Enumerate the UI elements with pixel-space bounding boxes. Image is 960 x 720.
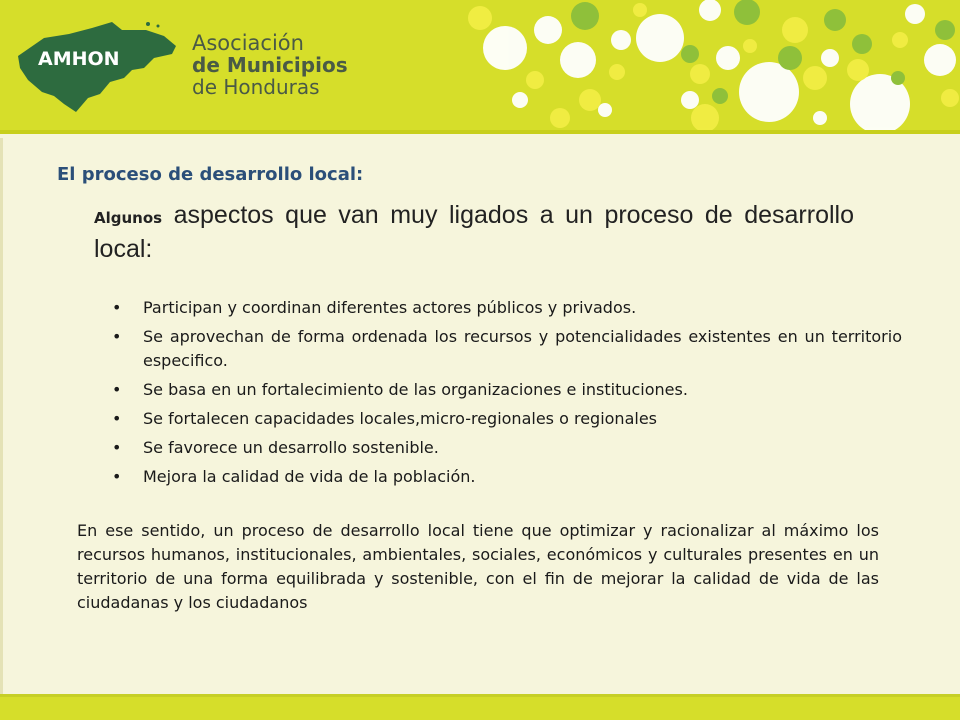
aspects-list [112, 296, 902, 494]
organization-name [192, 32, 348, 98]
list-item-text: Se fortalecen capacidades locales,micro-regionales o regionales [143, 409, 657, 428]
intro-lead-word: Algunos [94, 209, 163, 227]
list-item-text: Se aprovechan de forma ordenada los recursos y potencialidades existentes en un territorio especifico. [143, 327, 902, 370]
bullet-icon: • [112, 327, 122, 346]
org-name-line-3: de Honduras [192, 75, 320, 99]
list-item [112, 296, 902, 320]
org-name-line-2: de Municipios [192, 53, 348, 77]
intro-paragraph [94, 200, 854, 265]
bullet-icon: • [112, 467, 122, 486]
header-banner [0, 0, 960, 130]
bullet-icon: • [112, 380, 122, 399]
bullet-icon: • [112, 438, 122, 457]
slide-title: El proceso de desarrollo local: [57, 164, 364, 185]
list-item-text: Mejora la calidad de vida de la población. [143, 467, 476, 486]
list-item-text: Se favorece un desarrollo sostenible. [143, 438, 439, 457]
intro-text: aspectos que van muy ligados a un proceso de desarrollo local: [94, 201, 854, 263]
list-item-text: Se basa en un fortalecimiento de las organizaciones e instituciones. [143, 380, 688, 399]
list-item-text: Participan y coordinan diferentes actores públicos y privados. [143, 298, 637, 317]
logo-badge-text: AMHON [38, 48, 120, 70]
bullet-icon: • [112, 298, 122, 317]
slide-left-edge [0, 138, 3, 694]
list-item [112, 378, 902, 402]
list-item [112, 436, 902, 460]
org-name-line-1: Asociación [192, 31, 304, 55]
list-item [112, 465, 902, 489]
footer-bar [0, 694, 960, 720]
list-item [112, 407, 902, 431]
bullet-icon: • [112, 409, 122, 428]
list-item [112, 325, 902, 373]
footer-divider [0, 694, 960, 697]
closing-paragraph: En ese sentido, un proceso de desarrollo local tiene que optimizar y racionalizar al máximo los recursos humanos, institucionales, ambientales, sociales, económicos y culturales presentes en un territorio de una forma equilibrada y sostenible, con el fin de mejorar la calidad de vida de las ciudadanas y los ciudadanos [77, 521, 879, 612]
